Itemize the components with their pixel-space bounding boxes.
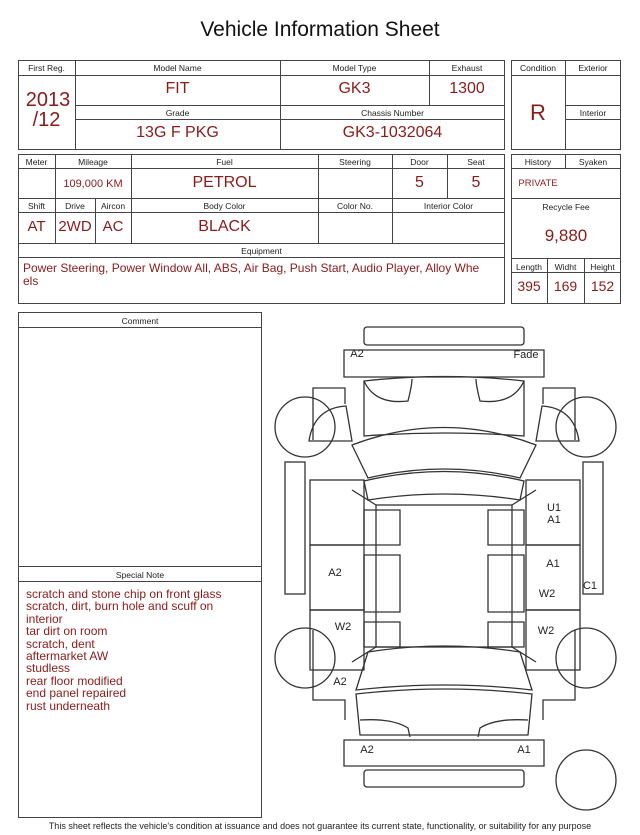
special-note-item: scratch, dent [26,636,95,651]
equipment-value: Power Steering, Power Window All, ABS, Air Bag, Push Start, Audio Player, Alloy Whe [23,261,480,275]
mileage-label: Mileage [78,157,108,167]
recycle-fee-value: 9,880 [544,226,588,245]
mark-right-c1: C1 [582,580,598,592]
model-type-label: Model Type [332,63,377,73]
mark-left-w2: W2 [334,621,352,633]
mark-right-w2-a: W2 [538,588,556,600]
steering-label: Steering [339,157,371,167]
chassis-label: Chassis Number [361,108,424,118]
special-note-item: aftermarket AW [26,649,109,664]
mark-right-u1: U1 [546,502,562,514]
special-note-item: scratch and stone chip on front glass [26,587,222,601]
door-label: Door [410,157,429,167]
condition-label: Condition [520,63,556,73]
equipment-value-wrap: els [23,274,39,288]
length-value: 395 [517,278,541,294]
model-type-value: GK3 [338,80,371,97]
mark-front-left: A2 [350,348,364,360]
length-label: Length [516,262,542,272]
door-value: 5 [415,174,424,191]
special-note-item: interior [26,611,63,626]
special-note-label: Special Note [115,570,165,580]
mark-rear-a1: A1 [517,744,531,756]
mark-right-a1-upper: A1 [547,514,561,526]
mark-left-a2-rear: A2 [333,676,347,688]
condition-value: R [530,100,546,125]
equipment-label: Equipment [241,246,282,256]
special-note-item: end panel repaired [26,686,127,701]
color-no-label: Color No. [337,201,373,211]
comment-label: Comment [121,316,159,326]
shift-label: Shift [27,201,45,211]
mark-right-a1-mid: A1 [546,558,560,570]
model-name-value: FIT [165,80,190,97]
recycle-fee-label: Recycle Fee [542,202,590,212]
first-reg-month: /12 [32,109,61,131]
width-label: Widht [554,262,577,272]
mark-left-a2-door: A2 [328,567,342,579]
fuel-value: PETROL [192,174,257,191]
mark-right-w2-b: W2 [537,625,555,637]
special-note-item: studless [26,661,71,676]
fuel-label: Fuel [216,157,233,167]
history-value: PRIVATE [518,178,558,189]
first-reg-label: First Reg. [28,63,65,73]
special-note-item: tar dirt on room [26,624,108,639]
mark-front-right: Fade [513,349,539,361]
width-value: 169 [553,278,578,294]
drive-value: 2WD [58,218,92,235]
first-reg-year: 2013 [25,89,71,111]
footer-disclaimer: This sheet reflects the vehicle's condition at issuance and does not guarantee its current state, functionality, or suitability for any purpose [48,821,592,831]
grade-label: Grade [165,108,190,118]
height-value: 152 [590,278,615,294]
meter-label: Meter [25,157,48,167]
seat-value: 5 [471,174,481,191]
exhaust-value: 1300 [449,80,485,97]
mileage-value: 109,000 KM [63,178,123,190]
aircon-label: Aircon [100,201,126,211]
special-note-item: scratch, dirt, burn hole and scuff on [26,599,214,614]
syaken-label: Syaken [578,157,608,167]
shift-value: AT [27,218,46,235]
chassis-value: GK3-1032064 [342,124,443,141]
interior-label: Interior [579,108,607,118]
history-label: History [524,157,552,167]
exhaust-label: Exhaust [451,63,483,73]
exterior-label: Exterior [578,63,608,73]
interior-color-label: Interior Color [423,201,474,211]
special-note-item: rear floor modified [26,673,123,688]
height-label: Height [590,262,615,272]
drive-label: Drive [65,201,85,211]
mark-rear-a2: A2 [360,744,374,756]
model-name-label: Model Name [153,63,202,73]
body-color-label: Body Color [203,201,246,211]
page-title: Vehicle Information Sheet [200,18,440,41]
special-note-item: rust underneath [26,698,111,713]
grade-value: 13G F PKG [136,124,219,141]
aircon-value: AC [102,218,124,235]
body-color-value: BLACK [198,218,251,235]
seat-label: Seat [467,157,485,167]
